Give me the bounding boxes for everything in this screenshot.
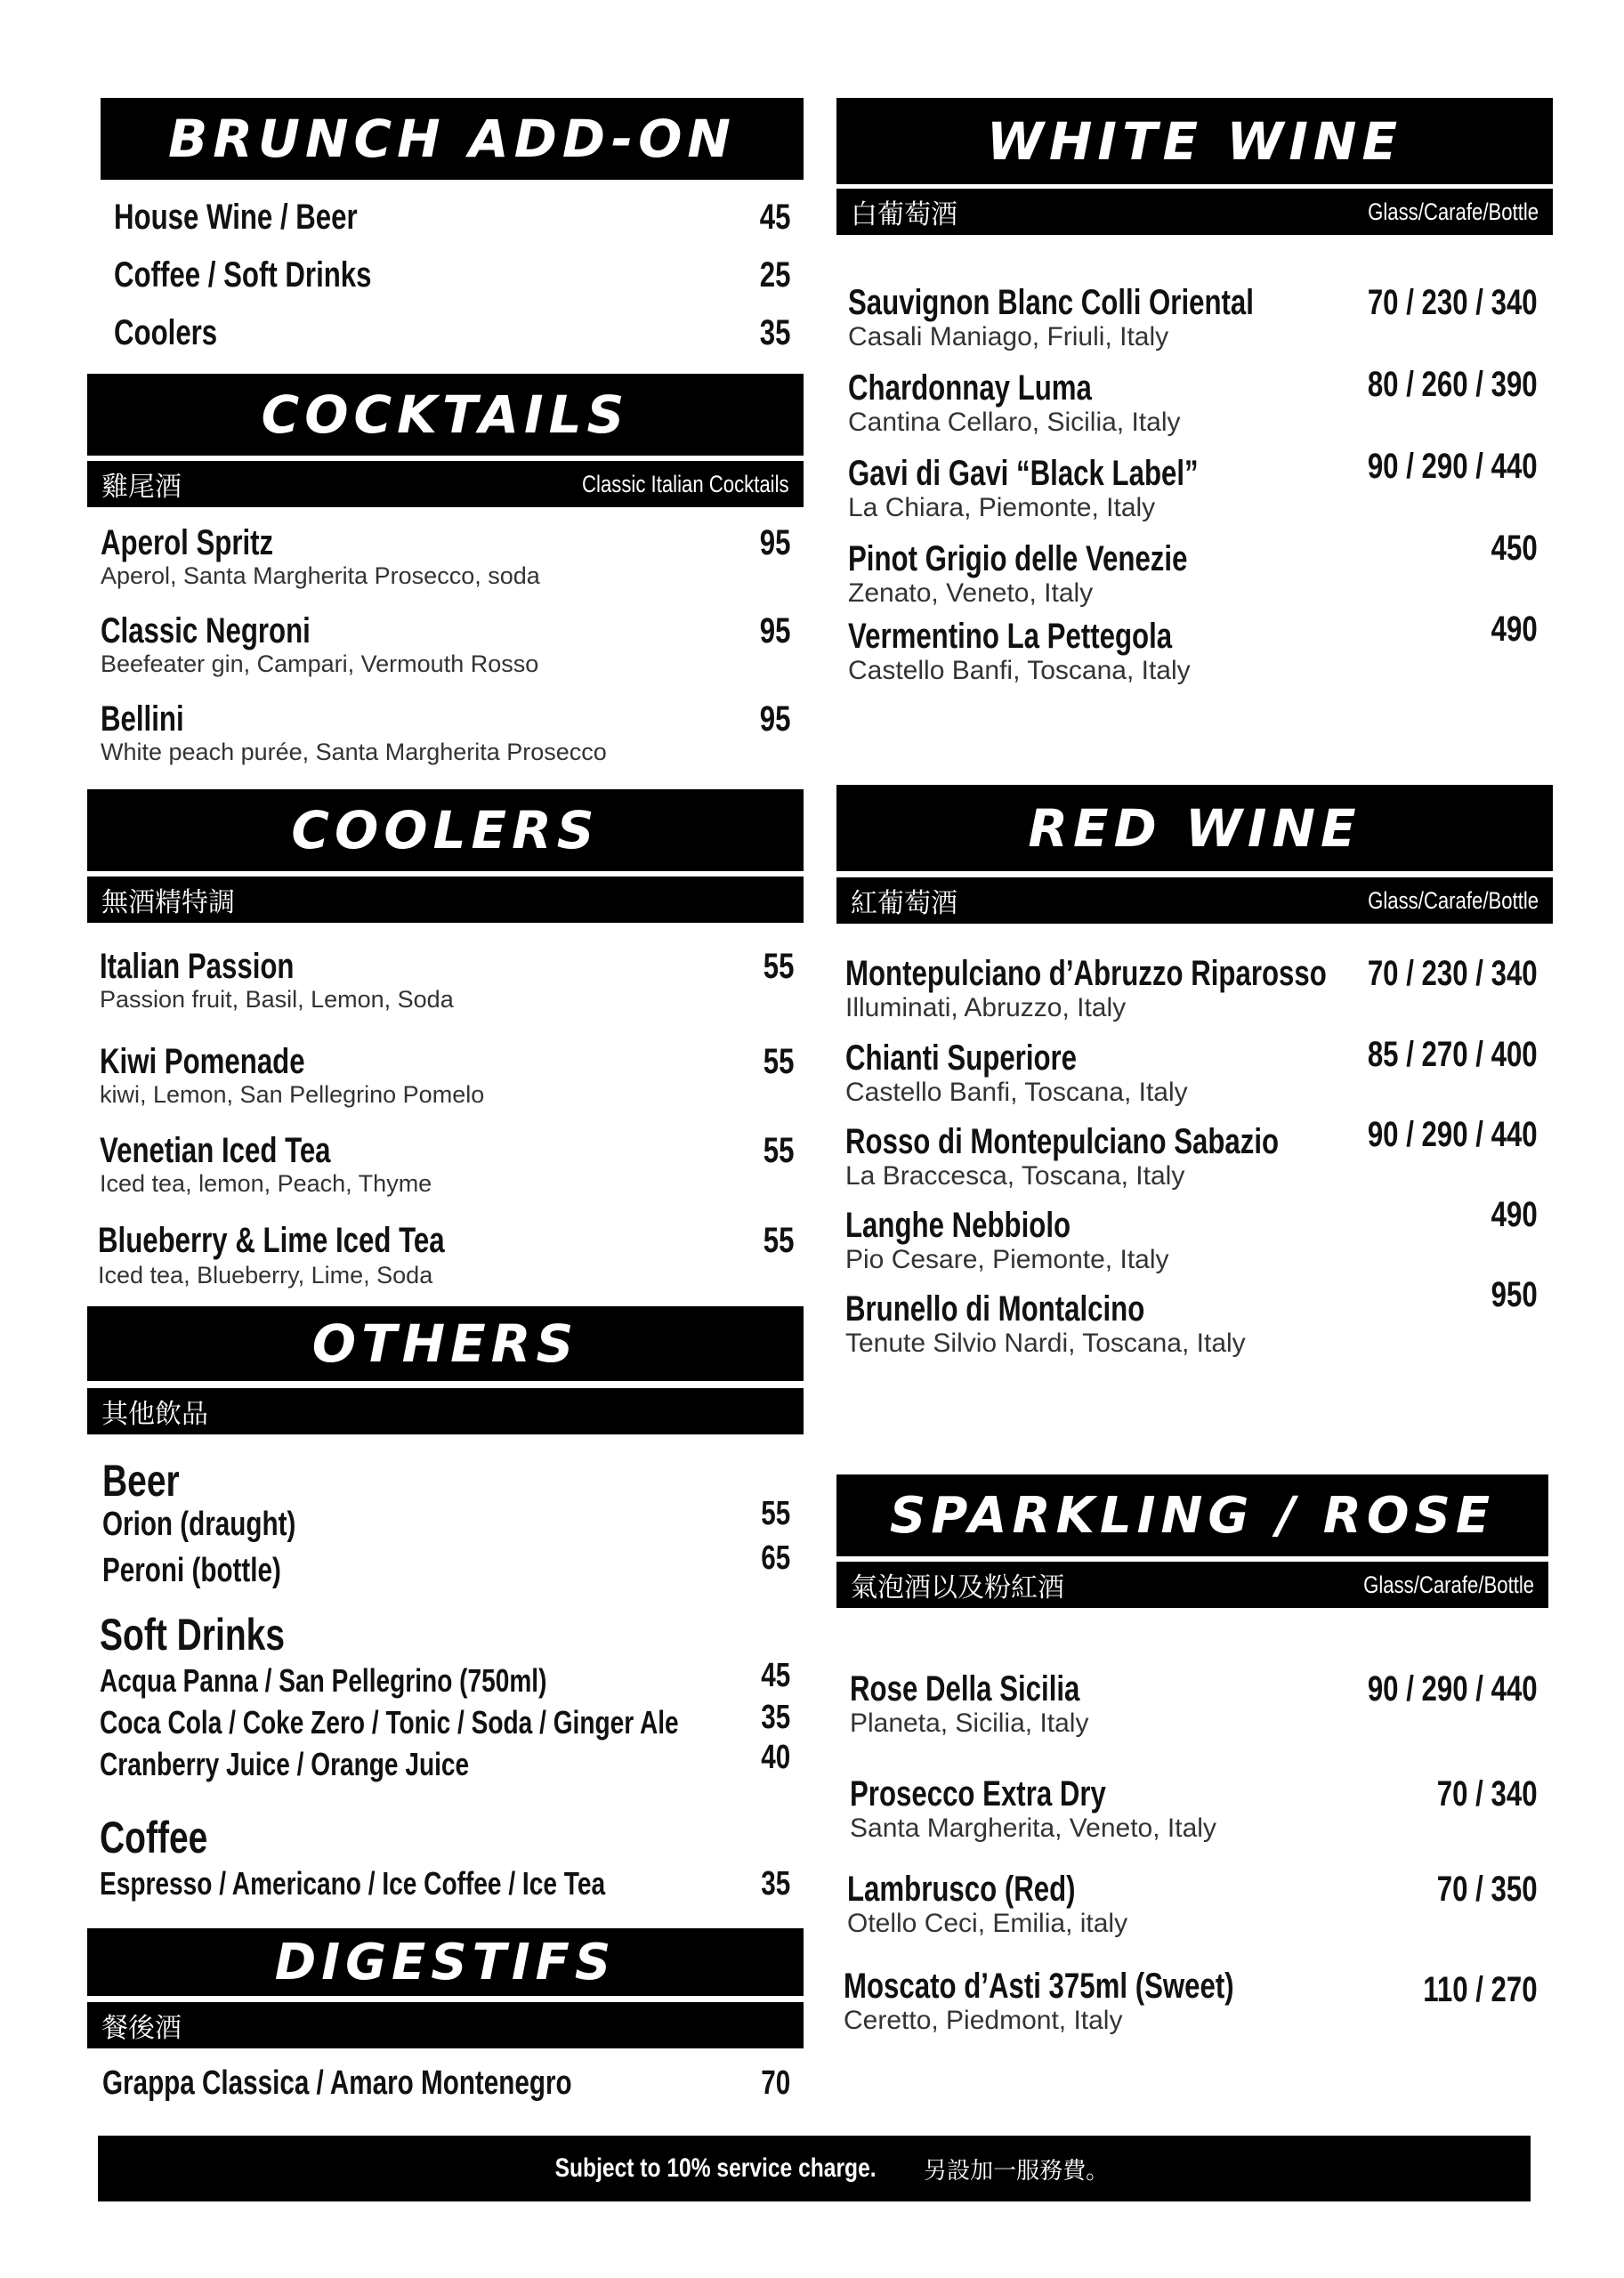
others-zh-label: 其他飲品 — [101, 1399, 208, 1430]
service-charge-footer — [98, 2136, 1531, 2201]
item-name: Cranberry Juice / Orange Juice — [100, 1746, 470, 1782]
cocktails-title: COCKTAILS — [87, 374, 804, 456]
item-name: Pinot Grigio delle Venezie — [848, 539, 1188, 578]
item-price: 55 — [763, 947, 794, 986]
cocktails-subheader — [87, 461, 804, 507]
item-name: Coolers — [114, 313, 218, 352]
item-name: Montepulciano d’Abruzzo Riparosso — [845, 954, 1327, 993]
item-price: 70 / 230 / 340 — [1368, 954, 1538, 993]
list-item — [847, 1870, 1538, 1941]
item-price: 55 — [763, 1131, 794, 1170]
list-item — [114, 255, 790, 295]
item-name: Italian Passion — [100, 947, 295, 986]
list-item — [845, 1115, 1538, 1193]
list-item — [102, 1539, 790, 1591]
list-item — [114, 313, 790, 352]
item-name: Langhe Nebbiolo — [845, 1206, 1071, 1245]
item-name: Venetian Iced Tea — [100, 1131, 331, 1170]
sparkling-subheader — [836, 1562, 1548, 1608]
item-price: 450 — [1491, 529, 1538, 568]
item-desc: White peach purée, Santa Margherita Prosecco — [101, 739, 607, 765]
item-desc: La Chiara, Piemonte, Italy — [848, 493, 1156, 522]
item-desc: Casali Maniago, Friuli, Italy — [848, 322, 1169, 351]
list-item — [845, 1275, 1538, 1361]
list-item — [101, 699, 790, 771]
list-item — [100, 1131, 794, 1202]
item-price: 40 — [761, 1739, 790, 1776]
sparkling-sub-label: Glass/Carafe/Bottle — [1363, 1571, 1534, 1598]
item-name: Aperol Spritz — [101, 523, 274, 562]
item-name: Sauvignon Blanc Colli Oriental — [848, 283, 1254, 322]
item-desc: kiwi, Lemon, San Pellegrino Pomelo — [100, 1081, 485, 1108]
item-price: 25 — [759, 255, 790, 295]
item-price: 950 — [1491, 1275, 1538, 1314]
brunch-title: BRUNCH ADD-ON — [101, 98, 804, 180]
item-price: 35 — [759, 313, 790, 352]
list-item — [850, 1774, 1538, 1846]
item-desc: Cantina Cellaro, Sicilia, Italy — [848, 408, 1181, 437]
sparkling-title: SPARKLING / ROSE — [836, 1474, 1548, 1556]
item-name: Rosso di Montepulciano Sabazio — [845, 1122, 1280, 1161]
item-price: 90 / 290 / 440 — [1368, 1115, 1538, 1154]
item-desc: Castello Banfi, Toscana, Italy — [845, 1078, 1188, 1107]
item-name: Chianti Superiore — [845, 1038, 1078, 1078]
list-item — [848, 447, 1538, 525]
cocktails-sub-label: Classic Italian Cocktails — [582, 470, 789, 497]
footer-zh-text: 另設加一服務費。 — [924, 2157, 1110, 2185]
item-price: 95 — [759, 523, 790, 562]
list-item — [100, 947, 794, 1018]
item-name: Grappa Classica / Amaro Montenegro — [102, 2064, 572, 2102]
others-title: OTHERS — [87, 1306, 804, 1381]
item-desc: Castello Banfi, Toscana, Italy — [848, 656, 1191, 685]
item-name: Prosecco Extra Dry — [850, 1774, 1106, 1814]
item-name: Chardonnay Luma — [848, 368, 1092, 408]
digestifs-subheader — [87, 2002, 804, 2048]
item-desc: Otello Ceci, Emilia, italy — [847, 1909, 1128, 1938]
item-price: 95 — [759, 611, 790, 650]
item-name: Blueberry & Lime Iced Tea — [98, 1221, 445, 1260]
item-price: 70 / 230 / 340 — [1368, 283, 1538, 322]
list-item — [100, 1042, 794, 1113]
item-price: 35 — [761, 1699, 790, 1736]
sparkling-zh-label: 氣泡酒以及粉紅酒 — [851, 1572, 1064, 1603]
item-name: Acqua Panna / San Pellegrino (750ml) — [100, 1662, 547, 1699]
red-wine-zh-label: 紅葡萄酒 — [851, 888, 957, 919]
list-item — [845, 1195, 1538, 1277]
white-wine-sub-label: Glass/Carafe/Bottle — [1368, 198, 1539, 225]
list-item — [102, 2064, 790, 2104]
item-name: Coca Cola / Coke Zero / Tonic / Soda / Ginger Ale — [100, 1704, 679, 1741]
item-name: Moscato d’Asti 375ml (Sweet) — [844, 1967, 1234, 2006]
item-desc: Tenute Silvio Nardi, Toscana, Italy — [845, 1329, 1246, 1358]
item-desc: Ceretto, Piedmont, Italy — [844, 2006, 1123, 2035]
red-wine-title: RED WINE — [836, 785, 1553, 871]
item-price: 70 — [761, 2064, 790, 2102]
item-name: Kiwi Pomenade — [100, 1042, 305, 1081]
item-name: Coffee / Soft Drinks — [114, 255, 372, 295]
item-name: Brunello di Montalcino — [845, 1289, 1145, 1329]
item-price: 65 — [761, 1539, 790, 1577]
item-price: 55 — [763, 1042, 794, 1081]
item-price: 90 / 290 / 440 — [1368, 1669, 1538, 1708]
item-price: 35 — [761, 1865, 790, 1902]
list-item — [102, 1495, 790, 1545]
item-name: Classic Negroni — [101, 611, 311, 650]
list-item — [98, 1221, 794, 1292]
item-desc: Santa Margherita, Veneto, Italy — [850, 1814, 1216, 1843]
item-name: House Wine / Beer — [114, 198, 358, 237]
digestifs-title: DIGESTIFS — [87, 1928, 804, 1996]
list-item — [850, 1669, 1538, 1741]
cocktails-zh-label: 雞尾酒 — [101, 472, 182, 503]
white-wine-subheader — [836, 189, 1553, 235]
item-price: 490 — [1491, 610, 1538, 649]
coffee-heading: Coffee — [100, 1813, 208, 1862]
list-item — [114, 198, 790, 237]
list-item — [100, 1657, 790, 1700]
list-item — [100, 1739, 790, 1783]
others-subheader — [87, 1388, 804, 1434]
list-item — [848, 365, 1538, 440]
red-wine-subheader — [836, 877, 1553, 924]
list-item — [845, 954, 1538, 1025]
coolers-title: COOLERS — [87, 789, 804, 871]
beer-heading: Beer — [102, 1456, 180, 1506]
item-price: 70 / 340 — [1437, 1774, 1538, 1814]
list-item — [848, 610, 1538, 688]
list-item — [848, 283, 1538, 354]
list-item — [101, 611, 790, 683]
item-name: Vermentino La Pettegola — [848, 617, 1173, 656]
item-desc: Beefeater gin, Campari, Vermouth Rosso — [101, 650, 539, 677]
item-price: 55 — [763, 1221, 794, 1260]
list-item — [848, 529, 1538, 610]
footer-en-text: Subject to 10% service charge. — [554, 2153, 877, 2183]
item-desc: La Braccesca, Toscana, Italy — [845, 1161, 1185, 1191]
item-desc: Aperol, Santa Margherita Prosecco, soda — [101, 562, 540, 589]
list-item — [101, 523, 790, 594]
item-name: Rose Della Sicilia — [850, 1669, 1080, 1708]
soft-drinks-heading: Soft Drinks — [100, 1610, 286, 1660]
item-name: Espresso / Americano / Ice Coffee / Ice Tea — [100, 1865, 606, 1902]
item-price: 95 — [759, 699, 790, 739]
item-price: 80 / 260 / 390 — [1368, 365, 1538, 404]
item-price: 45 — [761, 1657, 790, 1694]
item-price: 90 / 290 / 440 — [1368, 447, 1538, 486]
item-name: Peroni (bottle) — [102, 1552, 281, 1589]
item-name: Bellini — [101, 699, 184, 739]
item-name: Lambrusco (Red) — [847, 1870, 1076, 1909]
item-desc: Planeta, Sicilia, Italy — [850, 1708, 1089, 1738]
item-desc: Passion fruit, Basil, Lemon, Soda — [100, 986, 454, 1013]
list-item — [845, 1035, 1538, 1110]
list-item — [844, 1967, 1538, 2038]
item-price: 85 / 270 / 400 — [1368, 1035, 1538, 1074]
item-price: 55 — [761, 1495, 790, 1532]
digestifs-zh-label: 餐後酒 — [101, 2013, 182, 2044]
item-desc: Pio Cesare, Piemonte, Italy — [845, 1245, 1169, 1274]
item-price: 70 / 350 — [1437, 1870, 1538, 1909]
item-desc: Illuminati, Abruzzo, Italy — [845, 993, 1127, 1022]
white-wine-title: WHITE WINE — [836, 98, 1553, 184]
item-desc: Zenato, Veneto, Italy — [848, 578, 1094, 608]
coolers-zh-label: 無酒精特調 — [101, 887, 235, 918]
list-item — [100, 1699, 790, 1741]
item-desc: Iced tea, Blueberry, Lime, Soda — [98, 1262, 433, 1288]
coolers-subheader — [87, 876, 804, 923]
item-desc: Iced tea, lemon, Peach, Thyme — [100, 1170, 432, 1197]
item-name: Orion (draught) — [102, 1506, 296, 1543]
list-item — [100, 1865, 790, 1902]
white-wine-zh-label: 白葡萄酒 — [851, 199, 957, 230]
item-price: 110 / 270 — [1423, 1970, 1538, 2009]
item-price: 45 — [759, 198, 790, 237]
red-wine-sub-label: Glass/Carafe/Bottle — [1368, 886, 1539, 914]
item-name: Gavi di Gavi “Black Label” — [848, 454, 1199, 493]
item-price: 490 — [1491, 1195, 1538, 1234]
